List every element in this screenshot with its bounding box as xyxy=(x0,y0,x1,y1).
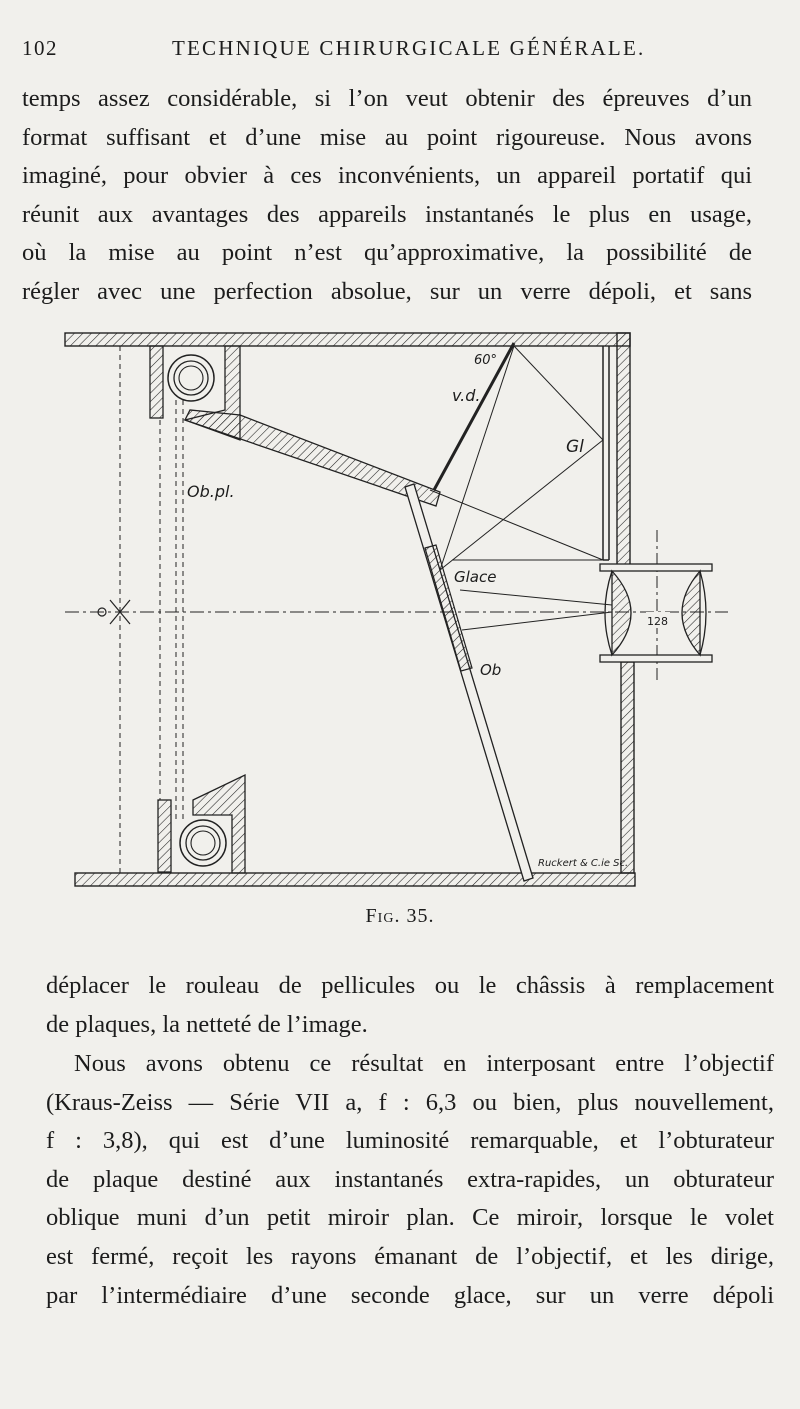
label-lens-number: 128 xyxy=(647,615,668,628)
text-line: oblique muni d’un petit miroir plan. Ce miroir, lorsque le volet xyxy=(46,1204,774,1232)
label-gl: Gl xyxy=(566,437,584,457)
page-number: 102 xyxy=(22,36,58,60)
text-line: Nous avons obtenu ce résultat en interposant entre l’objectif xyxy=(74,1050,774,1077)
text-line: temps assez considérable, si l’on veut obtenir des épreuves d’un xyxy=(22,85,752,112)
label-obpl: Ob.pl. xyxy=(187,482,235,501)
label-ob: Ob xyxy=(480,661,502,679)
text-line: imaginé, pour obvier à ces inconvénients, un appareil portatif qui xyxy=(22,162,752,190)
label-glace: Glace xyxy=(454,568,497,586)
text-line: (Kraus-Zeiss — Série VII a, f : 6,3 ou bien, plus nouvellement, xyxy=(46,1088,774,1116)
text-line: par l’intermédiaire d’une seconde glace, sur un verre dépoli xyxy=(46,1281,774,1309)
bottom-film-spool xyxy=(158,775,245,873)
paragraph-top xyxy=(22,80,752,312)
text-line: de plaques, la netteté de l’image. xyxy=(46,1010,368,1038)
engraver-credit: Ruckert & C.ie Sc. xyxy=(538,858,629,869)
text-line: de plaque destiné aux instantanés extra-rapides, un obturateur xyxy=(46,1165,774,1193)
text-line: où la mise au point n’est qu’approximative, la possibilité de xyxy=(22,239,752,267)
running-header xyxy=(22,36,742,64)
ground-glass-panel xyxy=(603,346,609,560)
label-angle: 60° xyxy=(474,353,498,368)
lens-assembly xyxy=(600,564,712,662)
text-line: est fermé, reçoit les rayons émanant de l’objectif, et les dirige, xyxy=(46,1242,774,1270)
paragraph-bottom xyxy=(46,1045,774,1315)
text-line: format suffisant et d’une mise au point rigoureuse. Nous avons xyxy=(22,123,752,151)
label-vd: v.d. xyxy=(452,386,481,405)
running-title: TECHNIQUE CHIRURGICALE GÉNÉRALE. xyxy=(172,36,646,60)
oblique-shutter xyxy=(405,484,533,881)
film-path xyxy=(120,346,183,873)
camera-diagram xyxy=(0,320,800,900)
figure-caption: Fig. 35. xyxy=(365,905,435,927)
text-line: f : 3,8), qui est d’une luminosité remarquable, et l’obturateur xyxy=(46,1127,774,1155)
paragraph-middle xyxy=(46,967,774,1044)
text-line: régler avec une perfection absolue, sur un verre dépoli, et sans xyxy=(22,277,752,305)
text-line: réunit aux avantages des appareils instantanés le plus en usage, xyxy=(22,200,752,228)
text-line: déplacer le rouleau de pellicules ou le châssis à remplacement xyxy=(46,972,774,999)
